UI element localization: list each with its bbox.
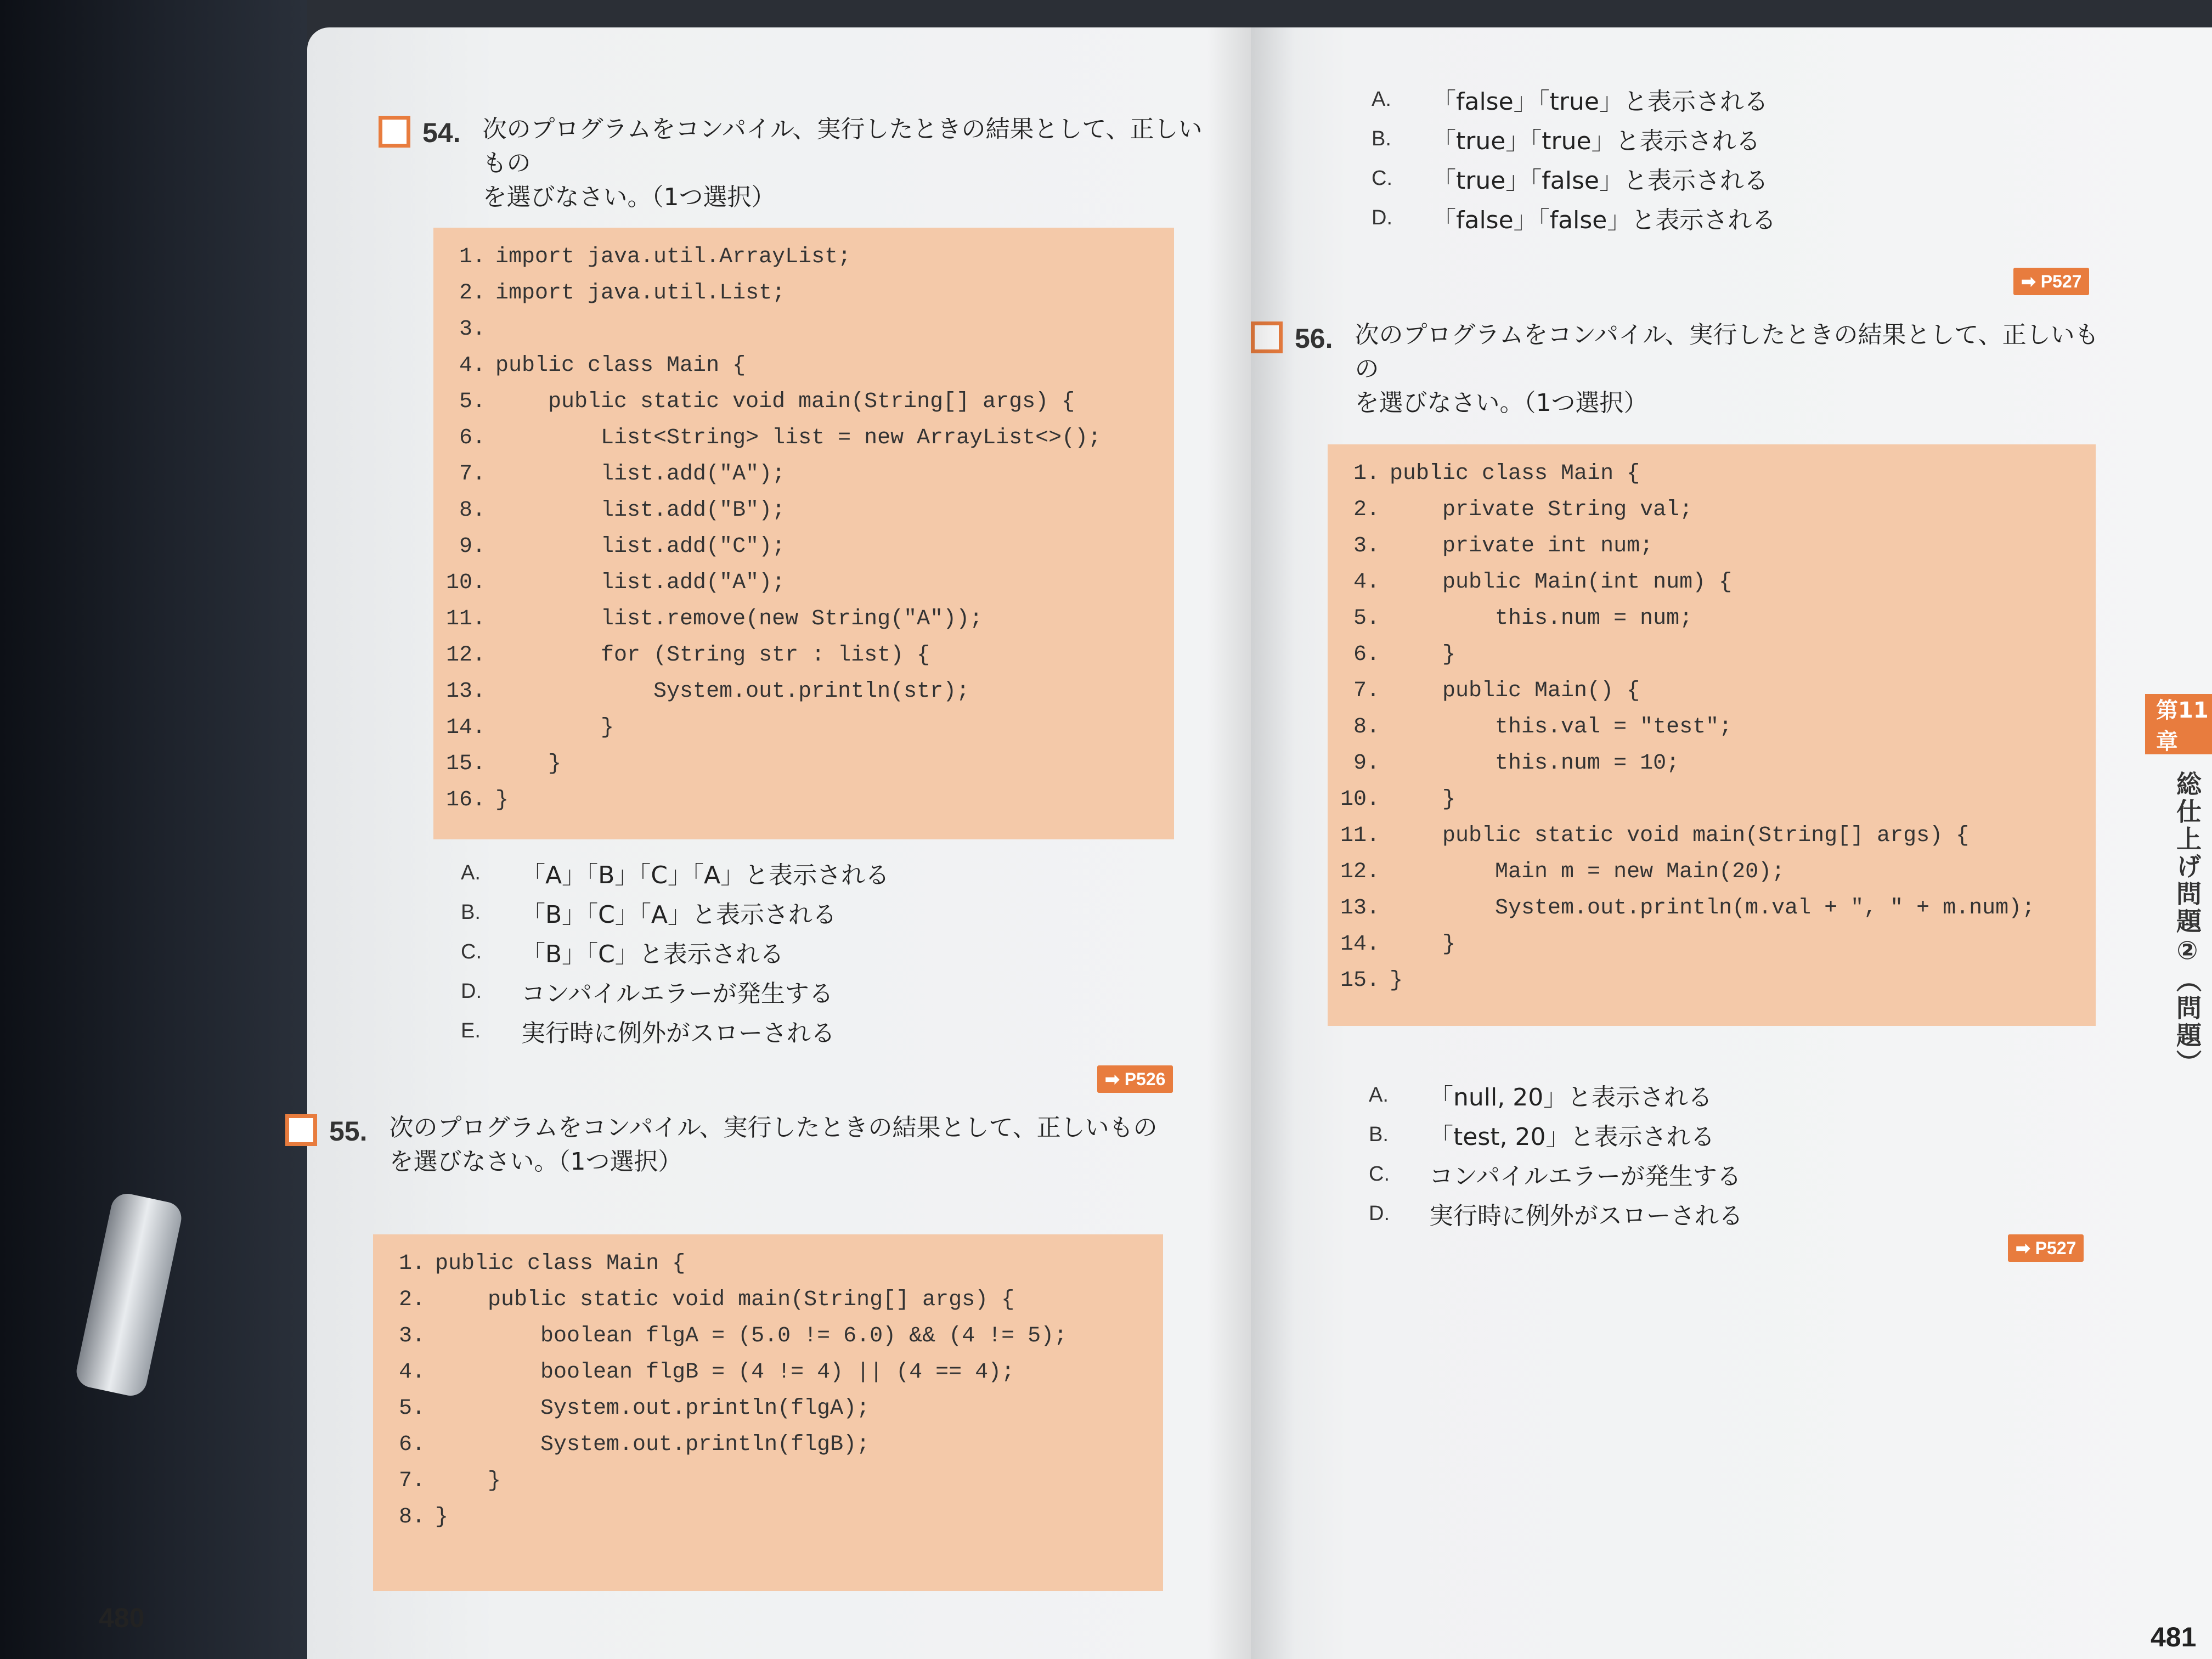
code-block-54 [433, 228, 1174, 839]
answer-option[interactable] [1369, 1194, 2027, 1233]
option-label: A. [1372, 87, 1391, 111]
code-line [433, 420, 1174, 456]
code-line [1328, 745, 2096, 781]
code-text: } [495, 787, 509, 812]
code-line [433, 311, 1174, 347]
code-line [373, 1499, 1163, 1535]
chapter-title: 総仕上げ問題②（問題） [2172, 771, 2202, 1077]
code-text: System.out.println(flgB); [435, 1432, 870, 1457]
line-number: 5. [459, 389, 486, 414]
option-label: C. [461, 940, 482, 963]
code-text: list.add("A"); [495, 570, 786, 595]
question-number: 54. [422, 117, 461, 148]
line-number: 1. [398, 1251, 425, 1276]
code-line [1328, 890, 2096, 926]
option-text: 実行時に例外がスローされる [521, 1019, 835, 1047]
question-text: 次のプログラムをコンパイル、実行したときの結果として、正しいもの [389, 1114, 1158, 1142]
line-number: 4. [1353, 569, 1380, 595]
option-label: D. [1372, 206, 1392, 229]
code-line [1328, 854, 2096, 890]
code-line [1328, 564, 2096, 600]
line-number: 8. [459, 498, 486, 523]
question-text: を選びなさい。（1つ選択） [1355, 389, 1648, 417]
option-label: B. [1372, 127, 1391, 150]
line-number: 8. [1353, 714, 1380, 740]
code-block-55 [373, 1234, 1163, 1591]
question-54 [379, 112, 1223, 215]
option-text: 「test, 20」と表示される [1429, 1123, 1715, 1151]
answer-option[interactable] [1372, 119, 2030, 159]
line-number: 3. [1353, 533, 1380, 558]
code-text: } [435, 1504, 449, 1530]
code-line [373, 1354, 1163, 1390]
line-number: 2. [459, 280, 486, 306]
code-line [1328, 492, 2096, 528]
line-number: 16. [445, 787, 486, 812]
code-text: } [435, 1468, 501, 1493]
code-block-56 [1328, 444, 2096, 1026]
chapter-tab[interactable]: 第11章 [2145, 694, 2212, 754]
options-54 [461, 853, 1119, 1051]
line-number: 9. [459, 534, 486, 559]
code-line [1328, 926, 2096, 962]
code-line [373, 1463, 1163, 1499]
code-text: list.add("A"); [495, 461, 786, 487]
answer-option[interactable] [461, 893, 1119, 932]
answer-option[interactable] [461, 1011, 1119, 1051]
line-number: 6. [459, 425, 486, 450]
line-number: 8. [398, 1504, 425, 1530]
question-text: を選びなさい。（1つ選択） [482, 183, 776, 211]
option-text: 「B」「C」と表示される [521, 940, 784, 968]
line-number: 10. [445, 570, 486, 595]
option-label: C. [1372, 166, 1392, 190]
code-text: } [1390, 642, 1456, 667]
code-text: public Main() { [1390, 678, 1640, 703]
code-line [433, 275, 1174, 311]
line-number: 5. [398, 1396, 425, 1421]
question-checkbox[interactable] [379, 116, 410, 148]
code-text: public static void main(String[] args) { [1390, 823, 1970, 848]
code-line [433, 492, 1174, 528]
code-line [433, 637, 1174, 673]
option-text: 「false」「true」と表示される [1432, 88, 1768, 116]
question-text: 次のプログラムをコンパイル、実行したときの結果として、正しいもの [482, 115, 1203, 177]
code-line [433, 673, 1174, 709]
option-label: A. [1369, 1083, 1389, 1107]
option-text: 「true」「false」と表示される [1432, 167, 1768, 195]
binder-cover [0, 0, 307, 1659]
line-number: 14. [1340, 932, 1380, 957]
line-number: 13. [1340, 895, 1380, 921]
option-text: コンパイルエラーが発生する [521, 980, 833, 1008]
code-line [433, 565, 1174, 601]
code-line [1328, 528, 2096, 564]
code-text: this.val = "test"; [1390, 714, 1733, 740]
question-text: を選びなさい。（1つ選択） [389, 1148, 682, 1176]
line-number: 12. [445, 642, 486, 668]
question-number: 55. [329, 1116, 368, 1147]
code-line [1328, 673, 2096, 709]
code-text: import java.util.List; [495, 280, 786, 306]
code-text: this.num = num; [1390, 606, 1693, 631]
question-checkbox[interactable] [285, 1114, 317, 1146]
code-text: } [1390, 932, 1456, 957]
line-number: 2. [1353, 497, 1380, 522]
code-line [1328, 709, 2096, 745]
code-text: public static void main(String[] args) { [435, 1287, 1015, 1312]
code-text: public class Main { [1390, 461, 1640, 486]
code-text: private int num; [1390, 533, 1654, 558]
option-label: B. [461, 900, 481, 924]
line-number: 7. [1353, 678, 1380, 703]
line-number: 1. [1353, 461, 1380, 486]
answer-option[interactable] [1372, 159, 2030, 198]
option-text: 「A」「B」「C」「A」と表示される [521, 861, 890, 889]
code-line [433, 383, 1174, 420]
code-line [433, 528, 1174, 565]
line-number: 7. [398, 1468, 425, 1493]
code-text: Main m = new Main(20); [1390, 859, 1785, 884]
line-number: 6. [398, 1432, 425, 1457]
page-number-right: 481 [2151, 1622, 2197, 1652]
line-number: 7. [459, 461, 486, 487]
line-number: 3. [398, 1323, 425, 1348]
code-text: } [495, 715, 614, 740]
answer-ref-56[interactable]: ➡ P527 [2008, 1234, 2084, 1262]
line-number: 13. [445, 679, 486, 704]
code-line [1328, 962, 2096, 998]
code-line [433, 239, 1174, 275]
code-line [433, 456, 1174, 492]
code-text: list.add("B"); [495, 498, 786, 523]
code-line [433, 709, 1174, 746]
line-number: 15. [445, 751, 486, 776]
code-text: } [1390, 787, 1456, 812]
code-line [373, 1390, 1163, 1426]
code-text: public class Main { [435, 1251, 686, 1276]
option-text: 「true」「true」と表示される [1432, 127, 1760, 155]
code-text: } [1390, 968, 1403, 993]
code-text: public static void main(String[] args) { [495, 389, 1075, 414]
options-56 [1369, 1075, 2027, 1233]
answer-option[interactable] [461, 853, 1119, 893]
code-line [373, 1282, 1163, 1318]
code-text: boolean flgB = (4 != 4) || (4 == 4); [435, 1359, 1015, 1385]
code-text: public Main(int num) { [1390, 569, 1733, 595]
code-line [433, 782, 1174, 818]
line-number: 1. [459, 244, 486, 269]
code-text: list.remove(new String("A")); [495, 606, 983, 631]
line-number: 4. [459, 353, 486, 378]
options-55 [1372, 80, 2030, 238]
line-number: 5. [1353, 606, 1380, 631]
question-number: 56. [1295, 323, 1333, 354]
code-text: private String val; [1390, 497, 1693, 522]
code-text: System.out.println(flgA); [435, 1396, 870, 1421]
answer-option[interactable] [461, 972, 1119, 1011]
code-line [1328, 455, 2096, 492]
code-text: System.out.println(str); [495, 679, 970, 704]
option-text: 「false」「false」と表示される [1432, 206, 1776, 234]
question-55 [285, 1111, 1196, 1179]
option-text: コンパイルエラーが発生する [1429, 1163, 1741, 1190]
answer-option[interactable] [1372, 198, 2030, 238]
answer-ref-54[interactable]: ➡ P526 [1097, 1065, 1173, 1093]
option-label: A. [461, 861, 481, 884]
code-text: boolean flgA = (5.0 != 6.0) && (4 != 5); [435, 1323, 1068, 1348]
code-text: list.add("C"); [495, 534, 786, 559]
option-label: D. [461, 979, 482, 1003]
option-text: 「B」「C」「A」と表示される [521, 901, 837, 929]
answer-option[interactable] [461, 932, 1119, 972]
code-text: } [495, 751, 562, 776]
code-text: import java.util.ArrayList; [495, 244, 851, 269]
code-text: for (String str : list) { [495, 642, 930, 668]
answer-option[interactable] [1369, 1154, 2027, 1194]
question-56 [1251, 318, 2107, 420]
line-number: 12. [1340, 859, 1380, 884]
code-line [373, 1318, 1163, 1354]
code-line [1328, 636, 2096, 673]
code-text: public class Main { [495, 353, 746, 378]
option-label: B. [1369, 1122, 1389, 1146]
option-label: C. [1369, 1162, 1390, 1186]
option-text: 実行時に例外がスローされる [1429, 1202, 1743, 1230]
code-text: this.num = 10; [1390, 751, 1680, 776]
code-line [433, 746, 1174, 782]
line-number: 14. [445, 715, 486, 740]
question-checkbox[interactable] [1251, 321, 1283, 353]
line-number: 15. [1340, 968, 1380, 993]
question-text: 次のプログラムをコンパイル、実行したときの結果として、正しいもの [1355, 321, 2099, 383]
option-label: E. [461, 1019, 481, 1042]
line-number: 3. [459, 317, 486, 342]
code-line [1328, 817, 2096, 854]
answer-option[interactable] [1369, 1075, 2027, 1115]
code-line [433, 347, 1174, 383]
line-number: 11. [1340, 823, 1380, 848]
code-line [373, 1426, 1163, 1463]
code-text: List<String> list = new ArrayList<>(); [495, 425, 1102, 450]
option-text: 「null, 20」と表示される [1429, 1084, 1713, 1111]
answer-option[interactable] [1369, 1115, 2027, 1154]
page-number-left: 480 [99, 1602, 145, 1633]
line-number: 6. [1353, 642, 1380, 667]
line-number: 11. [445, 606, 486, 631]
line-number: 10. [1340, 787, 1380, 812]
code-line [433, 601, 1174, 637]
option-label: D. [1369, 1201, 1390, 1225]
line-number: 4. [398, 1359, 425, 1385]
line-number: 9. [1353, 751, 1380, 776]
code-line [373, 1245, 1163, 1282]
line-number: 2. [398, 1287, 425, 1312]
code-line [1328, 781, 2096, 817]
answer-ref-55[interactable]: ➡ P527 [2013, 268, 2089, 295]
answer-option[interactable] [1372, 80, 2030, 119]
code-text: System.out.println(m.val + ", " + m.num); [1390, 895, 2035, 921]
code-line [1328, 600, 2096, 636]
